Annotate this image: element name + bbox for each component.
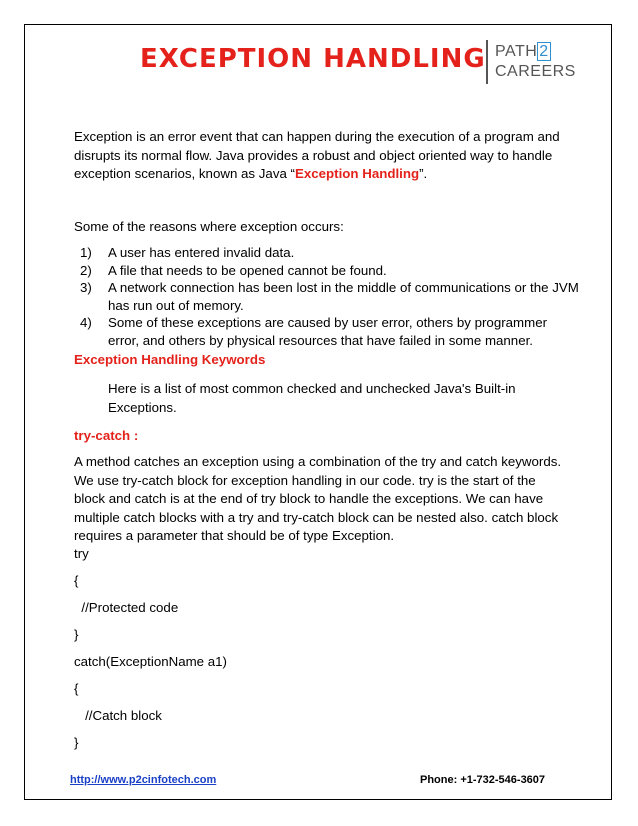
path2careers-logo: [486, 40, 576, 84]
trycatch-paragraph: A method catches an exception using a combination of the try and catch keywords. We use try-catch block for exception handling in our code. try is the start of the block and catch is at the end of try block to handle the exceptions. We can have multiple catch blocks with a try and try-catch block can be nested also. catch block requires a parameter that should be of type Exception.: [74, 454, 562, 543]
keywords-heading: Exception Handling Keywords: [74, 352, 266, 367]
list-item: 1) A user has entered invalid data.: [80, 245, 295, 260]
page-title: EXCEPTION HANDLING: [140, 44, 486, 74]
logo-divider: [486, 40, 488, 84]
code-line: try: [74, 546, 89, 561]
code-line: {: [74, 573, 79, 588]
list-item: 2) A file that needs to be opened cannot be found.: [80, 262, 387, 278]
code-line: //Protected code: [74, 600, 179, 615]
keywords-paragraph: Here is a list of most common checked and unchecked Java's Built-in Exceptions.: [108, 381, 516, 415]
reasons-lead: Some of the reasons where exception occurs:: [74, 219, 344, 234]
logo-line-2: CAREERS: [495, 63, 576, 80]
code-line: catch(ExceptionName a1): [74, 654, 227, 669]
code-line: }: [74, 735, 79, 750]
reasons-list: [80, 244, 580, 349]
footer-website-link[interactable]: http://www.p2cinfotech.com: [70, 774, 217, 786]
trycatch-heading: try-catch :: [74, 428, 139, 443]
logo-line-1: PATH 2: [495, 43, 549, 60]
code-line: {: [74, 681, 79, 696]
code-line: }: [74, 627, 79, 642]
list-item: 3) A network connection has been lost in the middle of communications or the JVM has run out of memory.: [80, 280, 579, 313]
footer-phone: Phone: +1-732-546-3607: [420, 774, 546, 786]
code-line: //Catch block: [74, 708, 162, 723]
intro-paragraph: Exception is an error event that can happen during the execution of a program and disrupts its normal flow. Java provides a robust and object oriented way to handle exception scenarios, known as Java “Exception Handling”.: [74, 129, 560, 181]
list-item: 4) Some of these exceptions are caused by user error, others by programmer error, and others by physical resources that have failed in some manner.: [80, 315, 548, 348]
